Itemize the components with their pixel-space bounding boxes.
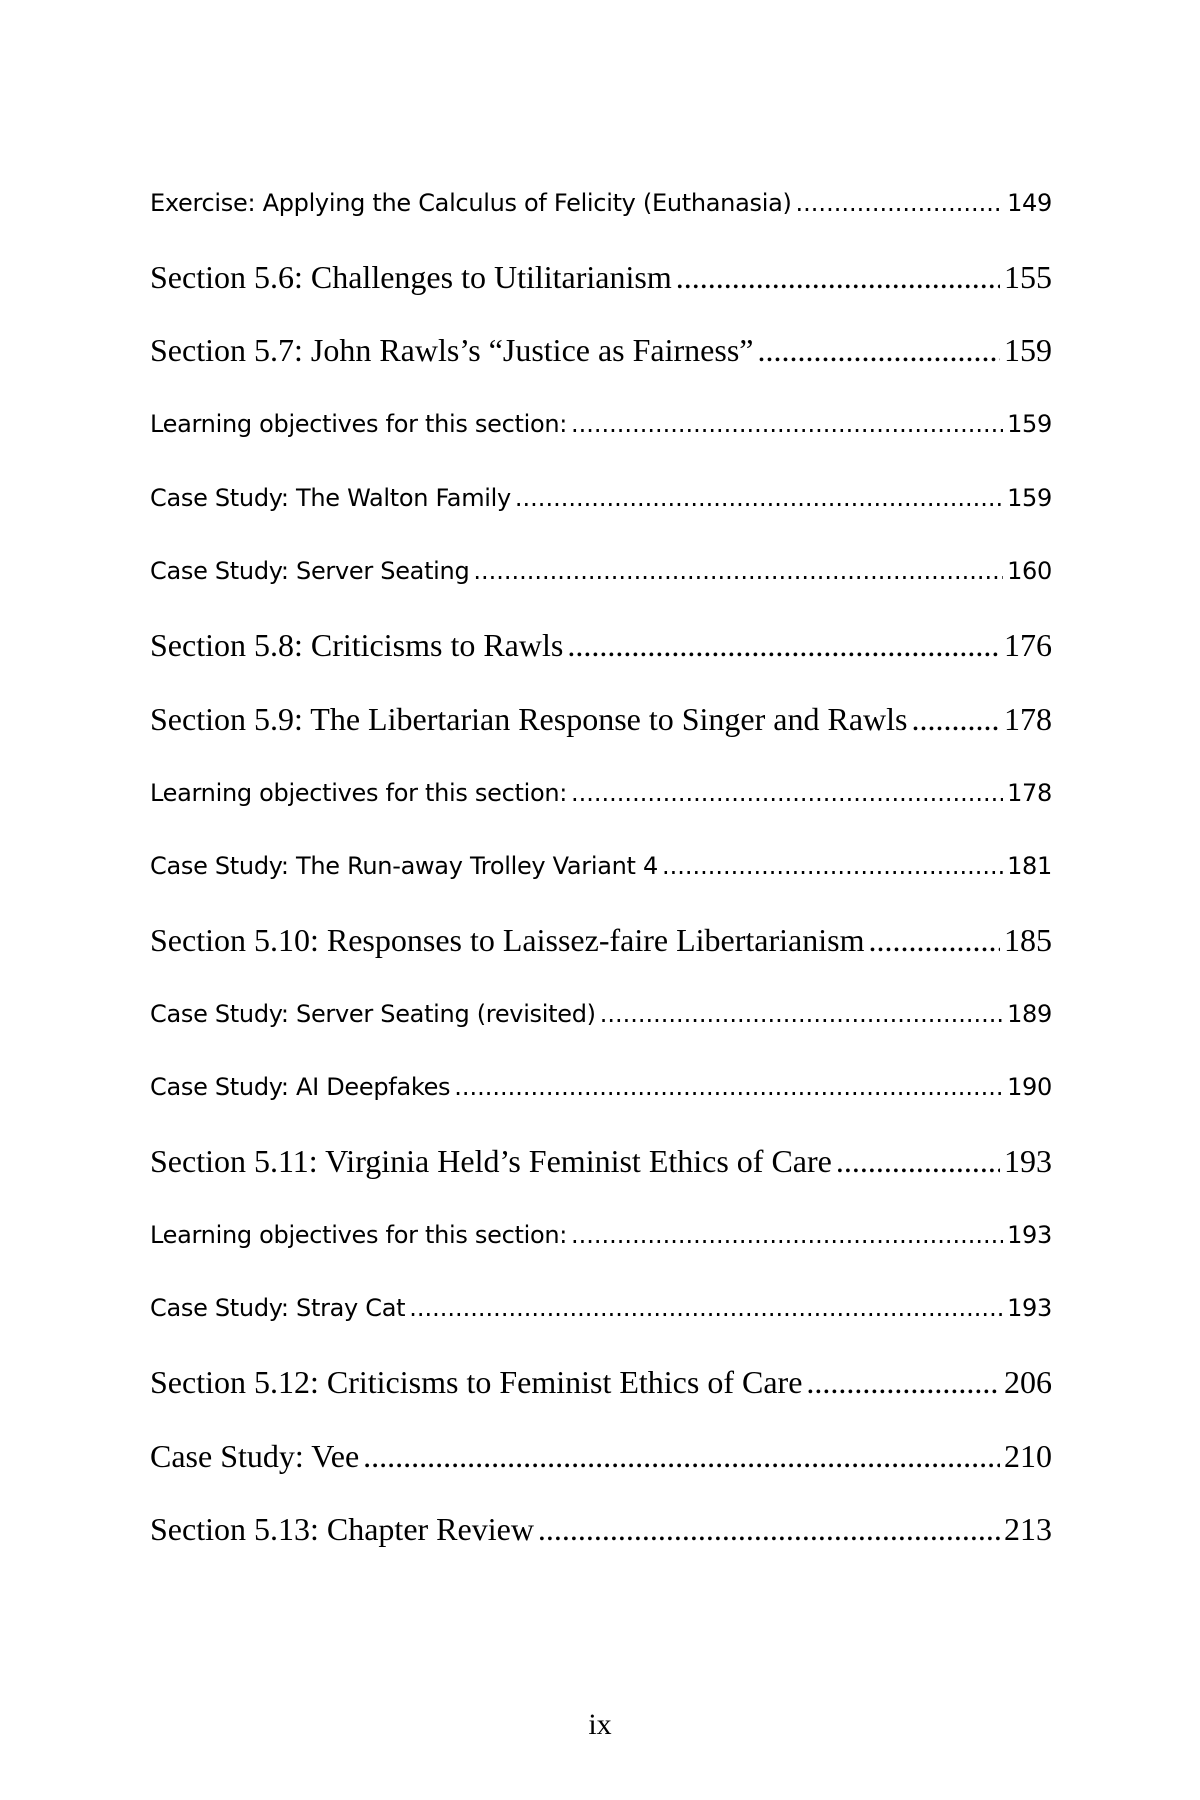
toc-entry-title: Case Study: The Walton Family <box>150 483 511 512</box>
dot-leader <box>662 845 1003 887</box>
toc-entry-title: Exercise: Applying the Calculus of Felicity (Euthanasia) <box>150 189 792 217</box>
dot-leader <box>757 329 1000 371</box>
toc-entry[interactable] <box>150 1287 1052 1361</box>
toc-entry[interactable] <box>150 1435 1052 1509</box>
toc-entry[interactable] <box>150 329 1052 403</box>
toc-entry-title: Learning objectives for this section: <box>150 778 568 807</box>
dot-leader <box>806 1361 1000 1403</box>
toc-entry[interactable] <box>150 550 1052 624</box>
dot-leader <box>796 182 1004 224</box>
toc-entry[interactable] <box>150 477 1052 551</box>
dot-leader <box>409 1287 1003 1329</box>
toc-entry[interactable] <box>150 1361 1052 1435</box>
toc-entry[interactable] <box>150 1508 1052 1582</box>
dot-leader <box>571 772 1003 814</box>
toc-entry[interactable] <box>150 698 1052 772</box>
toc-entry-title: Case Study: The Run-away Trolley Variant 4 <box>150 852 658 881</box>
toc-entry[interactable] <box>150 1140 1052 1214</box>
toc-entry[interactable] <box>150 993 1052 1067</box>
toc-entry[interactable] <box>150 624 1052 698</box>
toc-entry-page: 178 <box>1004 700 1052 737</box>
toc-entry[interactable] <box>150 182 1052 256</box>
dot-leader <box>836 1140 1000 1182</box>
toc-entry[interactable] <box>150 256 1052 330</box>
toc-entry-title: Learning objectives for this section: <box>150 410 568 439</box>
toc-entry-page: 193 <box>1007 1220 1052 1249</box>
toc-entry-title: Learning objectives for this section: <box>150 1220 568 1249</box>
toc-entry-page: 193 <box>1007 1294 1052 1323</box>
dot-leader <box>600 993 1003 1035</box>
dot-leader <box>571 403 1003 445</box>
toc-entry-page: 213 <box>1004 1511 1052 1548</box>
toc-entry-page: 189 <box>1007 999 1052 1028</box>
toc-entry-title: Section 5.13: Chapter Review <box>150 1511 534 1548</box>
toc-entry-page: 160 <box>1007 557 1052 586</box>
toc-entry-page: 159 <box>1004 332 1052 369</box>
toc-entry[interactable] <box>150 403 1052 477</box>
dot-leader <box>571 1214 1003 1256</box>
toc-entry[interactable] <box>150 919 1052 993</box>
dot-leader <box>538 1508 1000 1550</box>
toc-entry-page: 185 <box>1004 921 1052 958</box>
toc-entry-title: Section 5.7: John Rawls’s “Justice as Fairness” <box>150 332 754 369</box>
table-of-contents <box>150 182 1052 1582</box>
toc-entry-page: 193 <box>1004 1142 1052 1179</box>
toc-entry-page: 181 <box>1007 852 1052 881</box>
dot-leader <box>911 698 1000 740</box>
page-number: ix <box>588 1708 612 1741</box>
toc-entry-page: 178 <box>1007 778 1052 807</box>
toc-entry-title: Section 5.12: Criticisms to Feminist Ethics of Care <box>150 1364 803 1400</box>
toc-entry-title: Case Study: AI Deepfakes <box>150 1073 451 1102</box>
toc-entry-title: Case Study: Server Seating <box>150 557 470 586</box>
toc-entry[interactable] <box>150 1214 1052 1288</box>
toc-entry-title: Section 5.8: Criticisms to Rawls <box>150 627 564 664</box>
toc-entry-page: 155 <box>1004 258 1052 295</box>
toc-entry-page: 210 <box>1004 1437 1052 1474</box>
dot-leader <box>515 477 1003 519</box>
dot-leader <box>567 624 1000 666</box>
toc-entry-title: Case Study: Stray Cat <box>150 1294 406 1323</box>
toc-entry-title: Section 5.11: Virginia Held’s Feminist Ethics of Care <box>150 1142 832 1179</box>
dot-leader <box>676 256 1000 298</box>
toc-entry-page: 149 <box>1007 189 1052 217</box>
dot-leader <box>473 550 1003 592</box>
toc-entry-title: Case Study: Vee <box>150 1437 360 1474</box>
dot-leader <box>454 1066 1003 1108</box>
toc-entry-page: 159 <box>1007 483 1052 512</box>
toc-entry-page: 159 <box>1007 410 1052 439</box>
dot-leader <box>868 919 1000 961</box>
toc-entry[interactable] <box>150 1066 1052 1140</box>
toc-entry-page: 190 <box>1007 1073 1052 1102</box>
toc-entry-page: 206 <box>1004 1364 1052 1400</box>
toc-entry-title: Case Study: Server Seating (revisited) <box>150 999 596 1028</box>
toc-entry[interactable] <box>150 845 1052 919</box>
dot-leader <box>363 1435 1000 1477</box>
toc-entry-page: 176 <box>1004 627 1052 664</box>
toc-entry[interactable] <box>150 772 1052 846</box>
toc-entry-title: Section 5.9: The Libertarian Response to Singer and Rawls <box>150 700 908 737</box>
toc-entry-title: Section 5.10: Responses to Laissez-faire Libertarianism <box>150 921 865 958</box>
toc-entry-title: Section 5.6: Challenges to Utilitarianism <box>150 258 672 295</box>
